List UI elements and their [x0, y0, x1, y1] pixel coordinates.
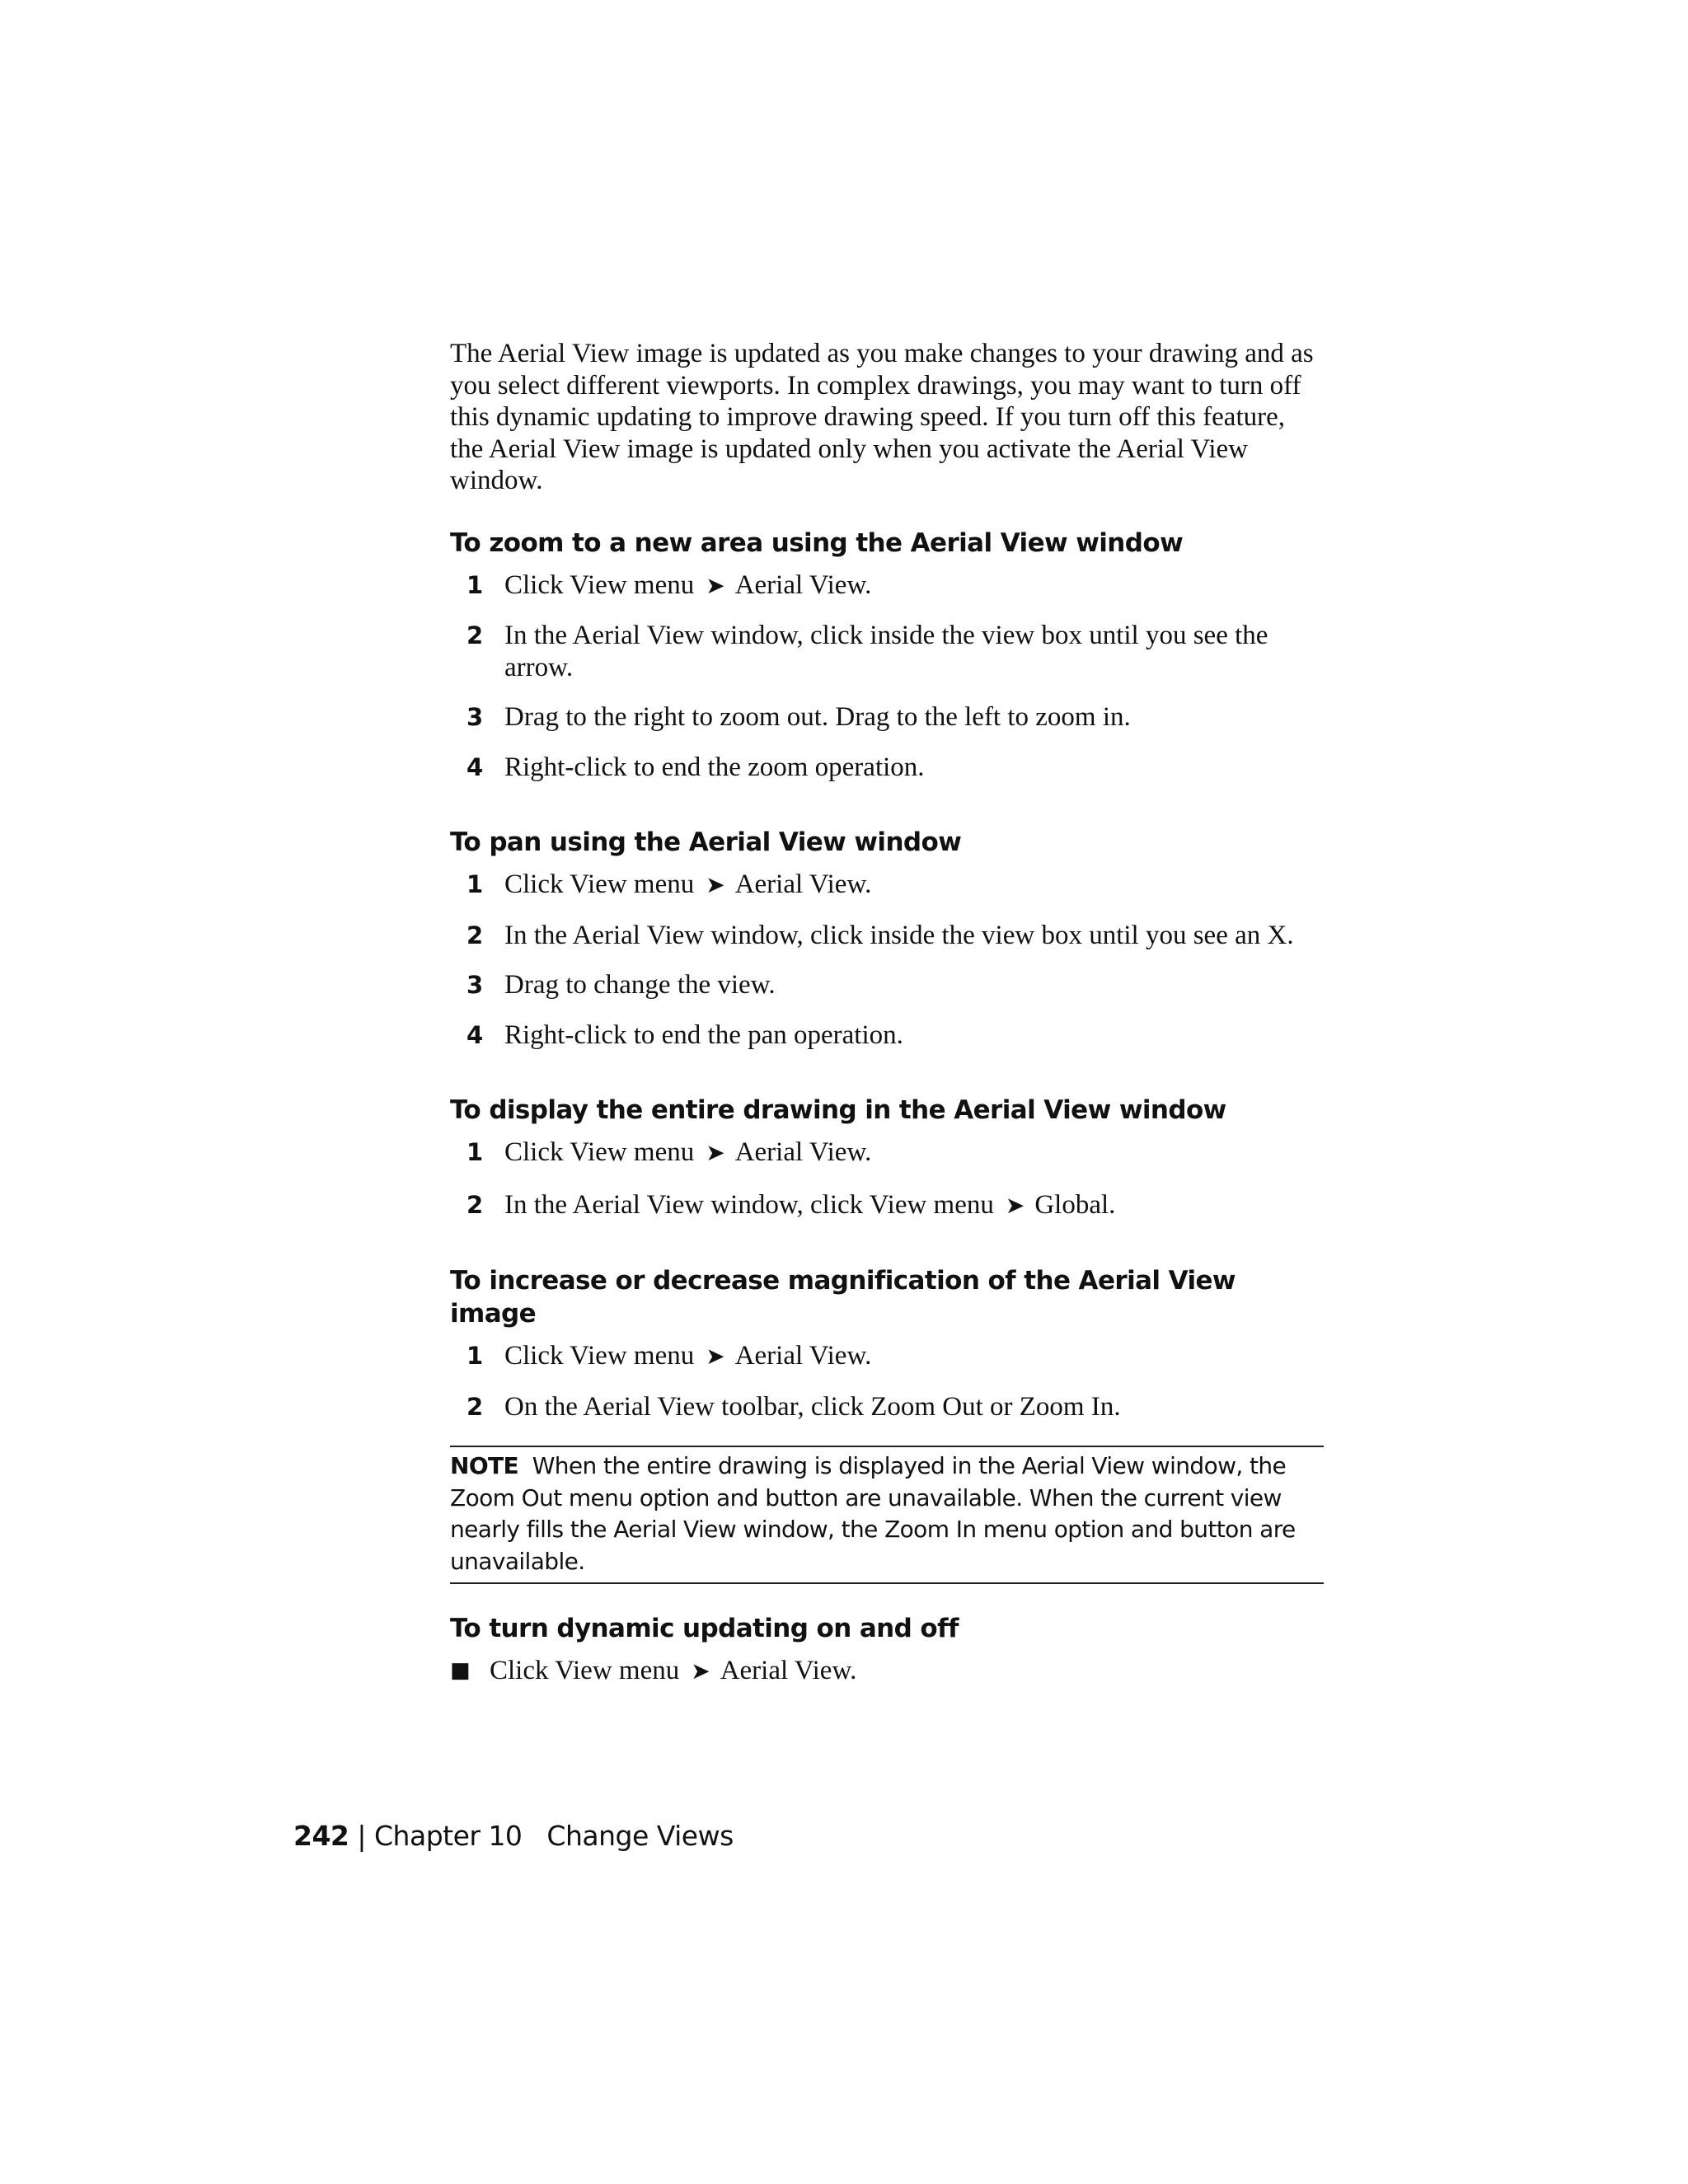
step-number: 2	[467, 921, 484, 949]
section-heading: To zoom to a new area using the Aerial View window	[450, 527, 1184, 558]
menu-path-start: Click View menu	[504, 569, 695, 600]
menu-path-start: Click View menu	[504, 869, 695, 899]
step-item	[450, 920, 1324, 952]
step-number: 1	[467, 1138, 484, 1166]
step-text: Right-click to end the pan operation.	[504, 1019, 903, 1050]
menu-path-start: Click View menu	[504, 1341, 695, 1371]
step-list	[450, 569, 1324, 784]
step-item	[450, 1189, 1324, 1222]
step-number: 1	[467, 870, 484, 898]
step-item	[450, 869, 1324, 902]
step-item	[450, 1137, 1324, 1169]
step-text: Drag to the right to zoom out. Drag to the left to zoom in.	[504, 702, 1131, 732]
arrow-right-icon: ➤	[706, 1343, 725, 1370]
note-label: NOTE	[450, 1452, 519, 1479]
page-number: 242	[293, 1820, 349, 1852]
menu-path-start: Click View menu	[490, 1656, 680, 1685]
step-number: 1	[467, 570, 484, 599]
step-item	[450, 620, 1324, 683]
menu-path-start: Click View menu	[504, 1137, 695, 1167]
note-box	[450, 1446, 1324, 1584]
step-item	[450, 701, 1324, 733]
footer-separator: |	[357, 1820, 367, 1852]
section-heading: To turn dynamic updating on and off	[450, 1614, 959, 1643]
step-list	[450, 1340, 1324, 1422]
step-number: 3	[467, 703, 484, 731]
arrow-right-icon: ➤	[691, 1657, 710, 1685]
step-item	[450, 1340, 1324, 1373]
note-text: When the entire drawing is displayed in the Aerial View window, the Zoom Out menu option and button are unavailable. When the current view nearly fills the Aerial View window, the Zoom In menu option and button are unavailable.	[450, 1452, 1296, 1575]
section-heading: To increase or decrease magnification of the Aerial View image	[450, 1266, 1236, 1329]
step-number: 4	[467, 752, 484, 781]
bullet-item	[450, 1655, 1324, 1688]
step-item	[450, 1391, 1324, 1423]
section-heading: To pan using the Aerial View window	[450, 827, 962, 857]
section-magnification	[450, 1264, 1324, 1422]
step-item	[450, 1019, 1324, 1052]
menu-path-end: Aerial View.	[734, 1137, 872, 1167]
footer-chapter-title: Change Views	[546, 1820, 734, 1852]
step-text: On the Aerial View toolbar, click Zoom Out or Zoom In.	[504, 1391, 1121, 1422]
step-text: Right-click to end the zoom operation.	[504, 752, 925, 782]
arrow-right-icon: ➤	[1005, 1191, 1025, 1219]
menu-path-end: Aerial View.	[720, 1656, 857, 1685]
step-list	[450, 869, 1324, 1051]
section-heading: To display the entire drawing in the Aerial View window	[450, 1095, 1226, 1125]
step-number: 2	[467, 1392, 484, 1421]
step-number: 4	[467, 1020, 484, 1049]
page-footer	[293, 1820, 734, 1852]
menu-path-start: In the Aerial View window, click View menu	[504, 1189, 994, 1220]
step-text: In the Aerial View window, click inside the view box until you see the arrow.	[504, 621, 1268, 682]
step-text: Drag to change the view.	[504, 970, 776, 1000]
section-pan	[450, 826, 1324, 1051]
bullet-text	[490, 1655, 856, 1688]
step-number: 2	[467, 621, 484, 649]
step-text	[504, 569, 1324, 602]
step-text	[504, 869, 1324, 902]
arrow-right-icon: ➤	[706, 1139, 725, 1166]
section-dynamic-updating	[450, 1612, 1324, 1688]
step-item	[450, 752, 1324, 784]
step-text	[504, 1189, 1324, 1222]
step-number: 2	[467, 1190, 484, 1219]
menu-path-end: Aerial View.	[734, 869, 872, 899]
step-text: In the Aerial View window, click inside the view box until you see an X.	[504, 920, 1294, 950]
arrow-right-icon: ➤	[706, 571, 725, 599]
menu-path-end: Global.	[1034, 1189, 1116, 1220]
step-item	[450, 569, 1324, 602]
section-display-entire	[450, 1094, 1324, 1221]
step-number: 1	[467, 1342, 484, 1370]
section-zoom	[450, 527, 1324, 784]
intro-paragraph: The Aerial View image is updated as you make changes to your drawing and as you select different viewports. In complex drawings, you may want to turn off this dynamic updating to improve drawing speed. If you turn off this feature, the Aerial View image is updated only when you activate the Aerial View window.	[450, 339, 1314, 495]
step-number: 3	[467, 971, 484, 999]
step-text	[504, 1340, 1324, 1373]
step-text	[504, 1137, 1324, 1169]
menu-path-end: Aerial View.	[734, 1341, 872, 1371]
square-bullet-icon: ■	[450, 1658, 471, 1683]
page-content	[450, 338, 1324, 1688]
footer-chapter: Chapter 10	[374, 1820, 523, 1852]
arrow-right-icon: ➤	[706, 871, 725, 898]
step-list	[450, 1137, 1324, 1221]
step-item	[450, 969, 1324, 1001]
menu-path-end: Aerial View.	[734, 569, 872, 600]
